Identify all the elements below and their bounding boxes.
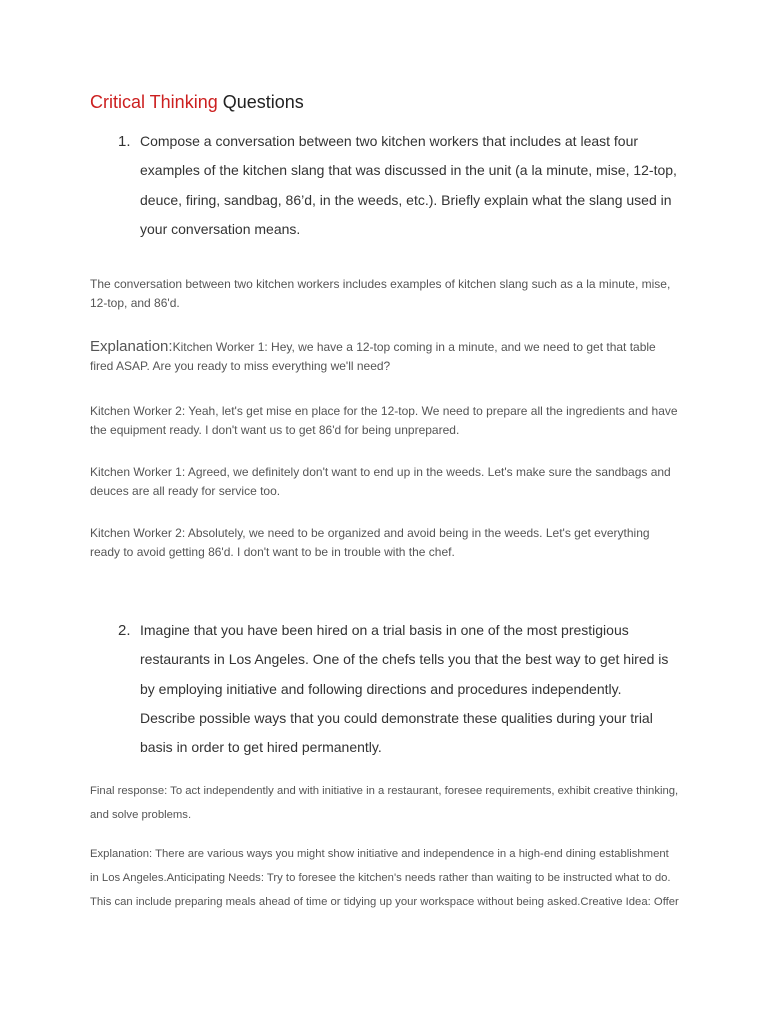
question-number: 1. xyxy=(118,133,131,150)
answer-1-line-1 xyxy=(90,337,680,376)
answer-1-summary: The conversation between two kitchen workers includes examples of kitchen slang such as a la minute, mise, 12-top, and 86'd. xyxy=(90,277,671,310)
question-1 xyxy=(90,127,680,247)
question-text: Compose a conversation between two kitchen workers that includes at least four examples of the kitchen slang that was discussed in the unit (a la minute, mise, 12-top, deuce, firing, sandbag, 86’d, in the weeds, etc.). Briefly explain what the slang used in your conversation means. xyxy=(140,133,677,237)
question-number: 2. xyxy=(118,622,131,639)
title-rest: Questions xyxy=(217,92,304,112)
answer-1-line-2: Kitchen Worker 2: Yeah, let's get mise en place for the 12-top. We need to prepare all the ingredients and have the equipment ready. I don't want us to get 86'd for being unprepared. xyxy=(90,404,678,437)
title-accent: Critical Thinking xyxy=(90,92,218,112)
answer-2-final: Final response: To act independently and with initiative in a restaurant, foresee requirements, exhibit creative thinking, and solve problems. xyxy=(90,785,679,821)
answer-1-line-3: Kitchen Worker 1: Agreed, we definitely don't want to end up in the weeds. Let's make sure the sandbags and deuces are all ready for service too. xyxy=(90,465,671,498)
explanation-label: Explanation: xyxy=(90,338,173,355)
question-2 xyxy=(90,616,680,766)
page-title xyxy=(90,92,304,113)
answer-2-explanation: Explanation: There are various ways you might show initiative and independence in a high-end dining establishment in Los Angeles.Anticipating Needs: Try to foresee the kitchen's needs rather than waiting to be instructed what to do. This can include preparing meals ahead of time or tidying up your workspace without being asked.Creative Idea: Offer xyxy=(90,848,679,908)
question-text: Imagine that you have been hired on a trial basis in one of the most prestigious restaurants in Los Angeles. One of the chefs tells you that the best way to get hired is by employing initiative and following directions and procedures independently. Describe possible ways that you could demonstrate these qualities during your trial basis in order to get hired permanently. xyxy=(140,622,669,756)
answer-1-line-4: Kitchen Worker 2: Absolutely, we need to be organized and avoid being in the weeds. Let's get everything ready to avoid getting 86'd. I don't want to be in trouble with the chef. xyxy=(90,526,650,559)
dialogue-text: Kitchen Worker 1: Hey, we have a 12-top coming in a minute, and we need to get that table fired ASAP. Are you ready to miss everything we'll need? xyxy=(90,340,656,373)
